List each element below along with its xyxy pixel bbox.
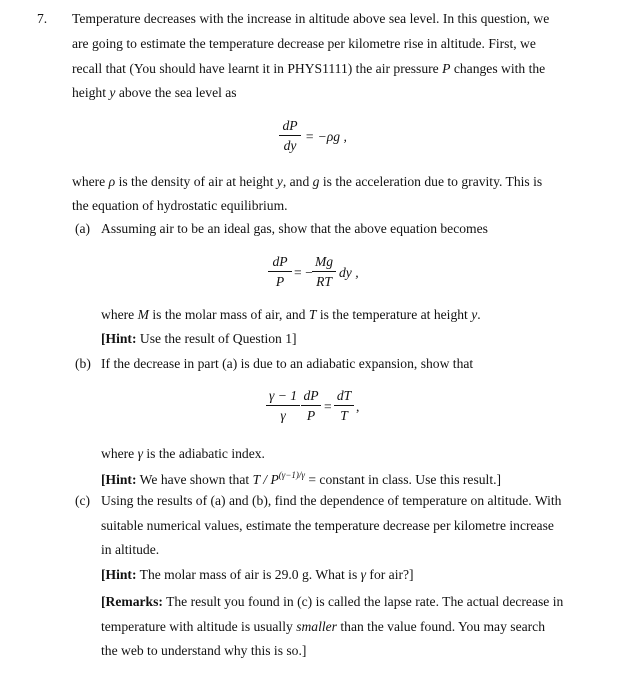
eq-a-lhs-fraction bbox=[268, 255, 292, 288]
eq-b-f1-denominator: γ bbox=[280, 407, 286, 423]
part-a-hint bbox=[101, 332, 297, 346]
eq-b-tail: , bbox=[356, 399, 360, 414]
eq-b-fraction-1 bbox=[266, 389, 300, 422]
part-b-hint bbox=[101, 471, 501, 487]
after-eq1-where: where bbox=[72, 174, 106, 189]
symbol-P: P bbox=[442, 61, 451, 76]
intro-line-4 bbox=[72, 86, 237, 100]
eq-a-tail: dy , bbox=[339, 265, 359, 280]
intro-line-2: are going to estimate the temperature decrease per kilometre rise in altitude. First, we bbox=[72, 36, 536, 51]
eq-a-lhs-numerator: dP bbox=[272, 254, 288, 269]
symbol-T: T bbox=[308, 307, 317, 322]
symbol-rho: ρ bbox=[108, 174, 116, 189]
eq-b-f2-numerator: dP bbox=[303, 388, 319, 403]
intro-line-1: Temperature decreases with the increase in altitude above sea level. In this question, we bbox=[72, 11, 550, 26]
eq-b-f3-numerator: dT bbox=[336, 388, 352, 403]
symbol-g: g bbox=[312, 174, 320, 189]
intro-text-d: above the sea level as bbox=[118, 85, 237, 100]
part-b-hint-tail: in class. Use this result.] bbox=[364, 472, 502, 487]
remarks-text-2a: temperature with altitude is usually bbox=[101, 619, 293, 634]
part-a-hint-label: [Hint: bbox=[101, 331, 137, 346]
eq-b-f2-denominator: P bbox=[306, 407, 316, 423]
after-eq1-gravity: is the acceleration due to gravity. This is bbox=[322, 174, 543, 189]
intro-text-b: changes with the bbox=[453, 61, 546, 76]
part-b-hint-constant: = constant bbox=[304, 472, 365, 487]
remarks-text-1: The result you found in (c) is called the lapse rate. The actual decrease in bbox=[162, 594, 564, 609]
remarks-label: [Remarks: bbox=[101, 594, 163, 609]
eq-b-f1-numerator: γ − 1 bbox=[268, 388, 298, 403]
symbol-gamma: γ bbox=[137, 446, 143, 461]
part-c-line-1: Using the results of (a) and (b), find the dependence of temperature on altitude. With bbox=[101, 493, 562, 508]
part-b-label: (b) bbox=[75, 356, 91, 371]
question-number: 7. bbox=[37, 11, 48, 26]
after-eq1-and: , and bbox=[282, 174, 310, 189]
eq-a-lhs-denominator: P bbox=[275, 273, 285, 289]
eq1-rhs: = −ρg , bbox=[305, 129, 347, 144]
eq1-numerator: dP bbox=[282, 118, 298, 133]
part-a-label: (a) bbox=[75, 221, 91, 236]
intro-line-3 bbox=[72, 62, 545, 76]
after-eq1-line-1 bbox=[72, 175, 542, 189]
part-a-text: Assuming air to be an ideal gas, show that the above equation becomes bbox=[101, 221, 488, 236]
intro-text-a: recall that (You should have learnt it in PHYS1111) the air pressure bbox=[72, 61, 439, 76]
part-b-where-line bbox=[101, 447, 265, 461]
remarks-text-2b: than the value found. You may search bbox=[340, 619, 545, 634]
remarks-smaller: smaller bbox=[296, 619, 337, 634]
eq-a-rhs-denominator: RT bbox=[316, 273, 332, 289]
after-eq1-density: is the density of air at height bbox=[118, 174, 274, 189]
eq-b-equals: = bbox=[324, 399, 332, 414]
symbol-gamma-2: γ bbox=[360, 567, 367, 582]
intro-text-c: height bbox=[72, 85, 106, 100]
part-b-text: If the decrease in part (a) is due to an adiabatic expansion, show that bbox=[101, 356, 474, 371]
part-a-hint-text: Use the result of Question 1] bbox=[136, 331, 297, 346]
symbol-M: M bbox=[137, 307, 149, 322]
eq-a-rhs-numerator: Mg bbox=[314, 254, 334, 269]
eq-b-fraction-2 bbox=[301, 389, 321, 422]
part-b-hint-label: [Hint: bbox=[101, 472, 137, 487]
remarks-line-1 bbox=[101, 595, 563, 609]
part-a-temp: is the temperature at height bbox=[319, 307, 468, 322]
part-c-hint-tail: for air?] bbox=[366, 567, 414, 582]
part-b-where: where bbox=[101, 446, 135, 461]
part-b-hint-expr: T / P bbox=[252, 472, 279, 487]
part-c-hint bbox=[101, 568, 414, 582]
part-a-period: . bbox=[477, 307, 481, 322]
part-a-where: where bbox=[101, 307, 135, 322]
part-b-hint-exponent: (γ−1)/γ bbox=[278, 470, 305, 480]
part-c-hint-label: [Hint: bbox=[101, 567, 137, 582]
symbol-y-2: y bbox=[276, 174, 283, 189]
part-b-index: is the adiabatic index. bbox=[146, 446, 265, 461]
part-c-line-3: in altitude. bbox=[101, 542, 160, 557]
symbol-y-3: y bbox=[471, 307, 478, 322]
part-c-line-2: suitable numerical values, estimate the temperature decrease per kilometre increase bbox=[101, 518, 554, 533]
symbol-y: y bbox=[109, 85, 116, 100]
part-b-hint-mid: We have shown that bbox=[136, 472, 253, 487]
remarks-line-2 bbox=[101, 620, 545, 634]
eq-b-f3-denominator: T bbox=[340, 407, 348, 423]
part-c-label: (c) bbox=[75, 493, 91, 508]
eq-a-equals: = − bbox=[294, 265, 313, 280]
eq1-denominator: dy bbox=[283, 137, 297, 153]
eq-b-fraction-3 bbox=[334, 389, 354, 422]
part-c-hint-text: The molar mass of air is 29.0 g. What is bbox=[136, 567, 358, 582]
part-a-molar: is the molar mass of air, and bbox=[152, 307, 306, 322]
eq1-fraction bbox=[279, 119, 301, 152]
part-a-where-line bbox=[101, 308, 481, 322]
after-eq1-line-2: the equation of hydrostatic equilibrium. bbox=[72, 198, 288, 213]
remarks-line-3: the web to understand why this is so.] bbox=[101, 643, 307, 658]
eq-a-rhs-fraction bbox=[312, 255, 336, 288]
